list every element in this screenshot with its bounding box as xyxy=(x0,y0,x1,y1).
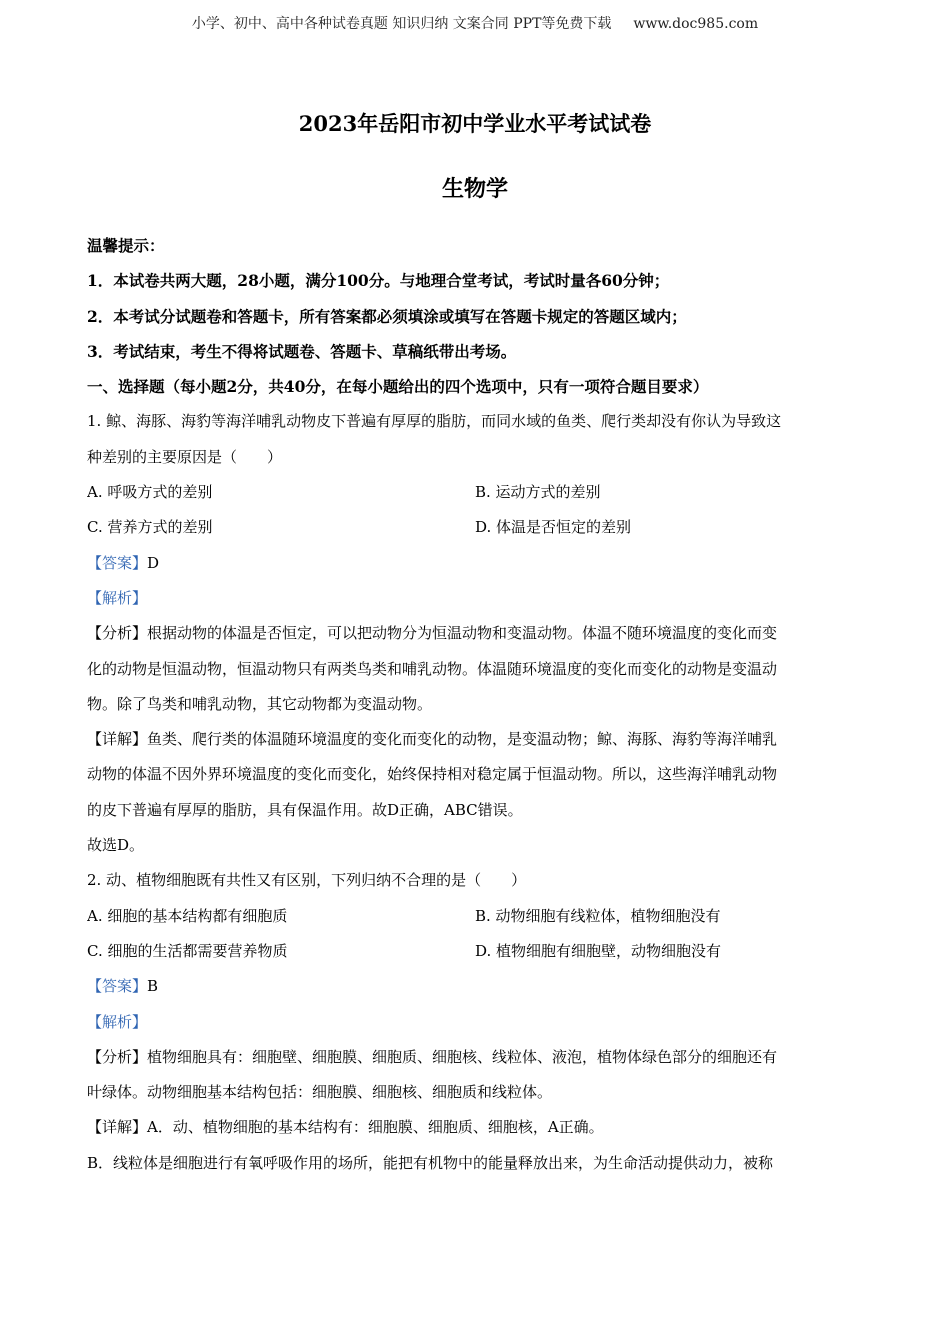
analysis-tag: 【解析】 xyxy=(87,1012,148,1031)
q1-xiangjie-text: 的皮下普遍有厚厚的脂肪，具有保温作用。故D正确，ABC错误。 xyxy=(87,800,523,819)
q1-option-d: D. 体温是否恒定的差别 xyxy=(475,518,632,537)
exam-title: 2023年岳阳市初中学业水平考试试卷 xyxy=(298,111,652,136)
answer-tag: 【答案】 xyxy=(87,553,148,572)
notice-heading: 温馨提示： xyxy=(87,236,165,255)
q1-xiangjie-text: 鱼类、爬行类的体温随环境温度的变化而变化的动物，是变温动物；鲸、海豚、海豹等海洋哺乳 xyxy=(147,730,778,749)
q1-option-a: A. 呼吸方式的差别 xyxy=(87,483,213,502)
fenxi-tag: 【分析】 xyxy=(87,1047,148,1066)
q2-answer-value: B xyxy=(147,977,159,996)
header-site-link[interactable]: www.doc985.com xyxy=(633,16,759,32)
q2-option-a: A. 细胞的基本结构都有细胞质 xyxy=(87,906,288,925)
q2-option-d: D. 植物细胞有细胞壁，动物细胞没有 xyxy=(475,941,722,960)
q1-option-b: B. 运动方式的差别 xyxy=(475,483,601,502)
section-heading: 一、选择题（每小题2分，共40分，在每小题给出的四个选项中，只有一项符合题目要求） xyxy=(87,377,709,397)
q2-xiangjie-text: A．动、植物细胞的基本结构有：细胞膜、细胞质、细胞核，A正确。 xyxy=(147,1118,604,1137)
q2-xiangjie-text: B．线粒体是细胞进行有氧呼吸作用的场所，能把有机物中的能量释放出来，为生命活动提供动力，被称 xyxy=(87,1153,774,1172)
q2-xiangjie xyxy=(87,1110,867,1145)
analysis-tag: 【解析】 xyxy=(87,588,148,607)
q2-fenxi xyxy=(87,1040,867,1075)
fenxi-tag: 【分析】 xyxy=(87,624,148,643)
page-header xyxy=(0,13,950,33)
q1-fenxi-text: 根据动物的体温是否恒定，可以把动物分为恒温动物和变温动物。体温不随环境温度的变化而变 xyxy=(147,624,778,643)
header-text: 小学、初中、高中各种试卷真题 知识归纳 文案合同 PPT等免费下载 xyxy=(191,16,612,32)
q2-options-row xyxy=(87,899,867,934)
q2-option-c: C. 细胞的生活都需要营养物质 xyxy=(87,941,288,960)
q2-options-row xyxy=(87,934,867,969)
q1-fenxi-text: 化的动物是恒温动物，恒温动物只有两类鸟类和哺乳动物。体温随环境温度的变化而变化的动物是变温动 xyxy=(87,659,778,678)
q1-fenxi-text: 物。除了鸟类和哺乳动物，其它动物都为变温动物。 xyxy=(87,694,433,713)
q2-answer xyxy=(87,969,867,1004)
q1-stem: 1. 鲸、海豚、海豹等海洋哺乳动物皮下普遍有厚厚的脂肪，而同水域的鱼类、爬行类却没有你认为导致这 xyxy=(87,412,782,431)
answer-tag: 【答案】 xyxy=(87,977,148,996)
xiangjie-tag: 【详解】 xyxy=(87,1118,148,1137)
q2-stem: 2. 动、植物细胞既有共性又有区别，下列归纳不合理的是（ ） xyxy=(87,871,527,890)
q2-analysis-heading xyxy=(87,1005,867,1040)
q2-fenxi-text: 叶绿体。动物细胞基本结构包括：细胞膜、细胞核、细胞质和线粒体。 xyxy=(87,1083,553,1102)
q1-fenxi xyxy=(87,616,867,651)
q2-option-b: B. 动物细胞有线粒体，植物细胞没有 xyxy=(475,906,721,925)
q1-answer xyxy=(87,546,867,581)
document-body xyxy=(87,228,867,1181)
q1-xiangjie-text: 动物的体温不因外界环境温度的变化而变化，始终保持相对稳定属于恒温动物。所以，这些海洋哺乳动物 xyxy=(87,765,778,784)
q1-options-row xyxy=(87,475,867,510)
q1-answer-value: D xyxy=(147,553,160,572)
notice-item: 1．本试卷共两大题，28小题，满分100分。与地理合堂考试，考试时量各60分钟； xyxy=(87,271,670,291)
q2-fenxi-text: 植物细胞具有：细胞壁、细胞膜、细胞质、细胞核、线粒体、液泡，植物体绿色部分的细胞还有 xyxy=(147,1047,778,1066)
q1-stem: 种差别的主要原因是（ ） xyxy=(87,447,283,466)
xiangjie-tag: 【详解】 xyxy=(87,730,148,749)
q1-conclusion: 故选D。 xyxy=(87,836,145,855)
subject-title: 生物学 xyxy=(441,176,508,202)
notice-item: 3．考试结束，考生不得将试题卷、答题卡、草稿纸带出考场。 xyxy=(87,341,517,361)
q1-option-c: C. 营养方式的差别 xyxy=(87,518,213,537)
q1-options-row xyxy=(87,510,867,545)
q1-xiangjie xyxy=(87,722,867,757)
notice-item: 2．本考试分试题卷和答题卡，所有答案都必须填涂或填写在答题卡规定的答题区域内； xyxy=(87,306,687,326)
q1-analysis-heading xyxy=(87,581,867,616)
